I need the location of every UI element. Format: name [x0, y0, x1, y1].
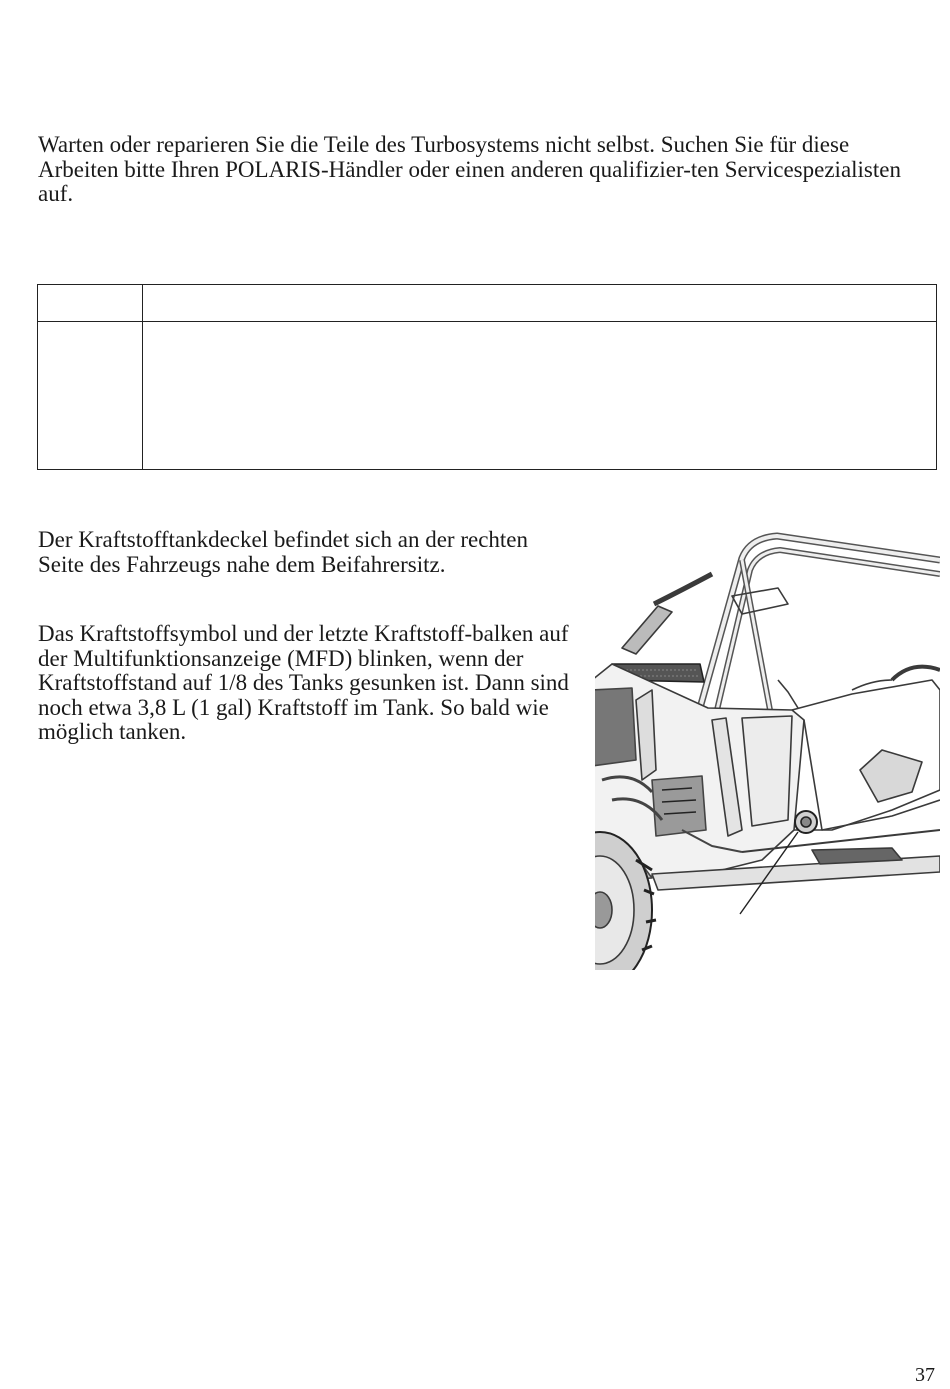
fuel-cap-icon [795, 811, 817, 833]
fuel-cap-location-paragraph: Der Kraftstofftankdeckel befindet sich an der rechten Seite des Fahrzeugs nahe dem Beifahrersitz. [38, 527, 529, 577]
warning-table [37, 284, 937, 470]
turbo-service-paragraph: Warten oder reparieren Sie die Teile des Turbosystems nicht selbst. Suchen Sie für diese Arbeiten bitte Ihren POLARIS-Händler oder einen anderen qualifizier-ten Servicespezialisten auf. [38, 132, 901, 206]
fuel-level-warning-paragraph: Das Kraftstoffsymbol und der letzte Kraftstoff-balken auf der Multifunktionsanzeige (MFD) blinken, wenn der Kraftstoffstand auf 1/8 des Tanks gesunken ist. Dann sind noch etwa 3,8 L (1 gal) Kraftstoff im Tank. So bald wie möglich tanken. [38, 621, 569, 744]
page-number: 37 [915, 1364, 935, 1386]
vehicle-fuel-cap-illustration [592, 530, 940, 970]
table-column-divider [142, 285, 143, 469]
table-header-divider [38, 321, 936, 322]
